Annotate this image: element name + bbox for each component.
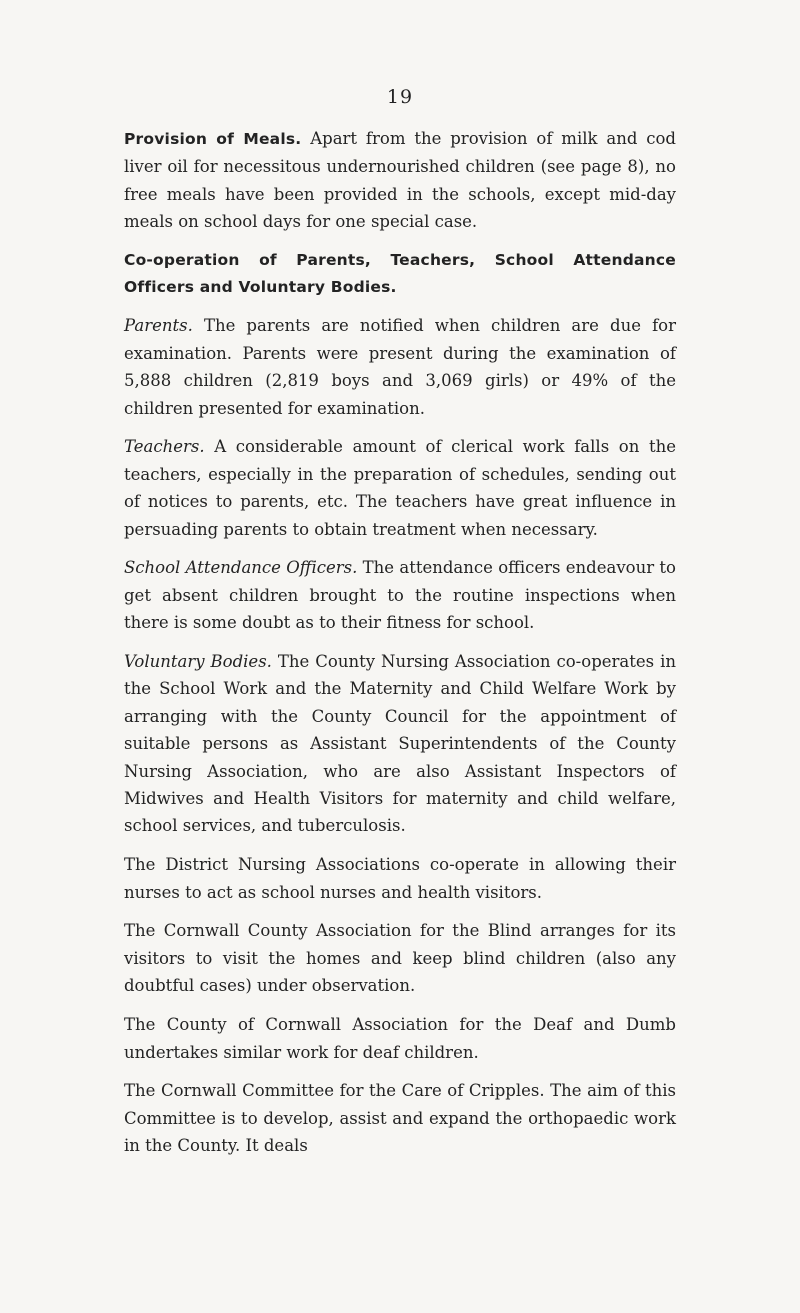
paragraph-attendance-officers bbox=[124, 554, 676, 636]
body-text bbox=[124, 125, 676, 1171]
paragraph-teachers bbox=[124, 433, 676, 543]
paragraph-voluntary-bodies bbox=[124, 648, 676, 840]
text-voluntary-bodies: The County Nursing Association co-operates in the School Work and the Maternity and Child Welfare Work by arranging with the County Council for the appointment of suitable persons as Assistant Superintendents of the County Nursing Association, who are also Assistant Inspectors of Midwives and Health Visitors for maternity and child welfare, school services, and tuberculosis. bbox=[124, 652, 676, 836]
heading-provision-of-meals: Provision of Meals. bbox=[124, 130, 302, 148]
page-number: 19 bbox=[386, 86, 414, 108]
heading-parents: Parents. bbox=[124, 316, 193, 336]
heading-co-operation: Co-operation of Parents, Teachers, School Attendance Officers and Voluntary Bodies. bbox=[124, 251, 676, 297]
paragraph-deaf-association: The County of Cornwall Association for the Deaf and Dumb undertakes similar work for deaf children. bbox=[124, 1015, 676, 1062]
text-provision-of-meals: Apart from the provision of milk and cod liver oil for necessitous undernourished children (see page 8), no free meals have been provided in the schools, except mid-day meals on school days for one special case. bbox=[124, 129, 676, 232]
paragraph-parents bbox=[124, 312, 676, 422]
paragraph-provision-of-meals bbox=[124, 125, 676, 236]
paragraph-cripples-committee: The Cornwall Committee for the Care of Cripples. The aim of this Committee is to develop, assist and expand the orthopaedic work in the County. It deals bbox=[124, 1081, 676, 1156]
text-teachers: A considerable amount of clerical work falls on the teachers, especially in the preparation of schedules, sending out of notices to parents, etc. The teachers have great influence in persuading parents to obtain treatment when necessary. bbox=[124, 437, 676, 539]
text-attendance-officers: The attendance officers endeavour to get absent children brought to the routine inspections when there is some doubt as to their fitness for school. bbox=[124, 558, 676, 633]
paragraph-blind-association: The Cornwall County Association for the Blind arranges for its visitors to visit the homes and keep blind children (also any doubtful cases) under observation. bbox=[124, 921, 676, 996]
heading-attendance-officers: School Attendance Officers. bbox=[124, 558, 358, 578]
paragraph-district-nursing: The District Nursing Associations co-operate in allowing their nurses to act as school nurses and health visitors. bbox=[124, 855, 676, 902]
heading-voluntary-bodies: Voluntary Bodies. bbox=[124, 652, 272, 672]
heading-teachers: Teachers. bbox=[124, 437, 205, 457]
text-parents: The parents are notified when children are due for examination. Parents were present during the examination of 5,888 children (2,819 boys and 3,069 girls) or 49% of the children presented for examination. bbox=[124, 316, 676, 418]
